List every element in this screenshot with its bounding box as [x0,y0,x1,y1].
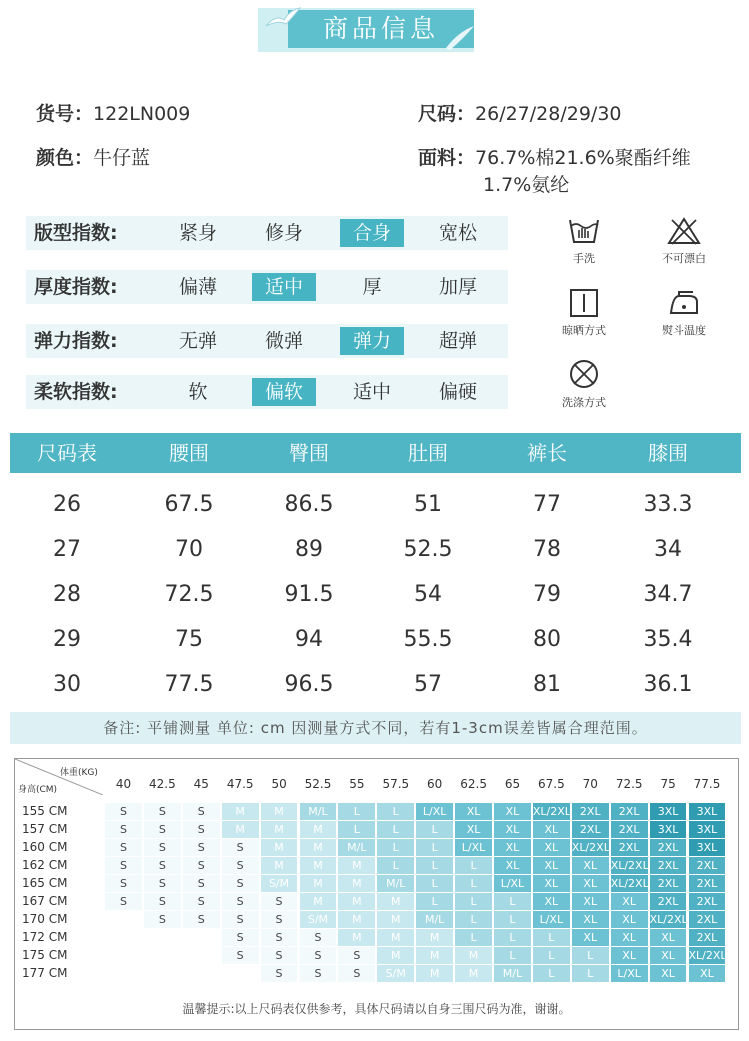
size-grid-cell: XL/2XL [649,913,688,926]
size-grid-cell: S [144,875,181,892]
size-grid-cell: 2XL [611,803,648,820]
fit-option: 偏薄 [178,276,217,298]
size-grid-cell: M [300,893,337,910]
size-grid-cell: S [261,911,298,928]
weight-label: 45 [193,777,209,791]
size-grid-cell: S [261,929,298,946]
size-grid-cell [105,947,142,964]
size-grid-cell: M [261,839,298,856]
size-table-cell: 35.4 [643,627,693,652]
weight-label: 57.5 [382,777,410,791]
size-table-cell: 78 [533,537,561,562]
size-grid-cell: XL [494,821,531,838]
height-label: 177 CM [22,966,68,980]
size-table-cell: 27 [53,537,81,562]
fit-option: 无弹 [178,330,217,352]
size-grid-cell: L [416,893,453,910]
size-grid-cell: L [494,947,531,964]
size-grid-cell: S [144,821,181,838]
size-grid-cell: L [533,947,570,964]
size-table-cell: 28 [53,582,81,607]
size-grid-cell: M [261,803,298,820]
fit-index-row [26,324,508,358]
weight-label: 67.5 [538,777,565,791]
fit-index-label: 厚度指数: [34,276,118,298]
size-grid-cell: S [300,947,337,964]
size-grid-cell: L/XL [455,839,492,856]
size-grid-cell: XL [455,821,492,838]
fit-option: 超弹 [438,330,477,352]
hand-wash-icon [567,216,601,246]
size-table-header-cell: 肚围 [408,441,448,465]
size-table-header-cell: 臀围 [289,441,329,465]
weight-label: 72.5 [615,777,643,791]
size-grid-cell: L [494,929,531,946]
item-number: 货号：122LN009 [36,103,191,125]
banner-title: 商品信息 [322,14,439,43]
line-dry-icon [567,288,601,318]
size-grid-cell [183,947,220,964]
size-grid-cell: L [416,821,453,838]
size-grid-cell: 3XL [650,803,687,820]
size-grid-cell: 2XL [611,839,648,856]
size-table-header-cell: 膝围 [648,441,688,465]
size-grid-cell: S [338,947,375,964]
size-grid-cell: M [261,857,298,874]
size-grid-cell: 2XL [689,875,726,892]
size-grid-cell: M [377,947,414,964]
height-label: 155 CM [22,804,68,818]
size-grid-cell: 2XL [572,803,609,820]
size-grid-cell: L [455,929,492,946]
size-grid-cell: XL [572,857,609,874]
size-grid-cell: XL [611,911,648,928]
size-grid-cell: 2XL [572,821,609,838]
size-grid-cell: L [572,965,609,982]
fit-option: 适中 [352,381,391,403]
size-grid-cell: 2XL [611,821,648,838]
weight-label: 50 [271,777,287,791]
size-grid-cell: M [338,857,375,874]
size-table-cell: 72.5 [164,582,214,607]
size-table-cell: 57 [414,672,442,697]
size-table-cell: 94 [295,627,323,652]
size-table-header-cell: 腰围 [169,441,209,465]
size-grid-cell: XL [650,965,687,982]
weight-label: 75 [660,777,676,791]
fit-option: 紧身 [178,222,217,244]
size-table-cell: 36.1 [643,672,693,697]
size-grid-cell: L/XL [611,965,648,982]
care-dry-clean: 洗涤方式 [549,358,619,410]
size-grid-cell [144,965,181,982]
size-table-cell: 26 [53,492,81,517]
weight-label: 65 [504,777,521,791]
size-grid-cell: M [338,929,375,946]
size-note: 备注: 平铺测量 单位: cm 因测量方式不同，若有1-3cm误差皆属合理范围。 [103,719,648,737]
size-grid-cell: L [377,857,414,874]
size-grid-cell: L [455,857,492,874]
size-grid-cell: M [455,965,492,982]
fabric-info: 面料：76.7%棉21.6%聚酯纤维 [418,147,691,169]
size-grid-cell: M [222,803,259,820]
size-grid-cell: M [300,857,337,874]
size-grid-cell: L [377,803,414,820]
size-grid-cell: S [183,911,220,928]
size-grid-cell: S [222,875,259,892]
size-grid-cell: XL [455,803,492,820]
size-grid-cell: M [455,947,492,964]
size-grid-cell: XL [494,839,531,856]
size-grid-cell: XL [533,821,570,838]
size-grid-cell: S [105,803,142,820]
footer-tip: 温馨提示:以上尺码表仅供参考，具体尺码请以自身三围尺码为准，谢谢。 [182,1002,571,1016]
size-grid-cell: S [105,893,142,910]
weight-axis-label: 体重(KG) [60,768,98,778]
size-table-cell: 86.5 [284,492,334,517]
size-grid-cell: 3XL [689,821,726,838]
care-iron: 熨斗温度 [649,288,719,338]
size-grid-cell [183,965,220,982]
fit-option-selected: 适中 [252,273,316,301]
size-grid-cell [105,911,142,928]
size-grid-cell: L [455,893,492,910]
size-grid-cell: S [105,821,142,838]
size-grid-cell: XL/2XL [688,949,727,962]
size-grid-cell: XL/2XL [532,805,571,818]
size-grid-cell: L [494,911,531,928]
size-grid-cell: S [222,839,259,856]
size-table-cell: 54 [414,582,442,607]
size-grid-cell: S [105,875,142,892]
size-grid-cell: L [533,965,570,982]
size-grid-cell: 2XL [650,875,687,892]
size-grid-cell: M [377,893,414,910]
size-grid-cell: 2XL [689,929,726,946]
size-grid-cell: XL [611,893,648,910]
size-table-cell: 67.5 [164,492,214,517]
fit-option: 微弹 [264,330,303,352]
size-grid-cell: S [144,893,181,910]
size-grid-cell [222,965,259,982]
fit-option: 软 [188,381,208,403]
fit-option: 偏硬 [438,381,477,403]
size-grid-cell: M [377,929,414,946]
size-grid-cell: S/M [261,875,298,892]
size-grid-cell [105,965,142,982]
size-grid-cell: XL [533,857,570,874]
care-hand-wash: 手洗 [549,216,619,266]
size-table-cell: 77 [533,492,561,517]
bird-icon [262,6,302,36]
fit-option: 修身 [264,222,303,244]
height-label: 162 CM [22,858,68,872]
color-info: 颜色：牛仔蓝 [36,147,151,169]
size-grid-cell: S [261,893,298,910]
size-grid-cell: L [338,803,375,820]
size-grid-cell: S [144,803,181,820]
size-grid-cell: 2XL [650,857,687,874]
size-grid-cell: S [183,839,220,856]
size-grid-cell: S [105,839,142,856]
size-grid-cell: M [338,911,375,928]
size-table-cell: 52.5 [403,537,453,562]
size-grid-cell: XL [689,965,726,982]
weight-label: 47.5 [226,777,254,791]
no-bleach-icon [667,216,701,246]
size-grid-cell: 2XL [689,857,726,874]
weight-label: 55 [349,777,365,791]
weight-label: 42.5 [149,777,176,791]
size-grid-cell: 2XL [689,893,726,910]
size-grid-cell: S [222,929,259,946]
size-grid-cell: L [416,875,453,892]
size-grid-cell: M [416,929,453,946]
fit-option-selected: 偏软 [252,378,316,406]
size-grid-cell: M [338,875,375,892]
size-grid-cell: M [377,911,414,928]
size-grid-cell: XL [533,875,570,892]
size-grid-cell [144,929,181,946]
size-grid-cell: M [300,839,337,856]
size-table-cell: 34.7 [643,582,693,607]
size-grid-cell: M [338,893,375,910]
size-grid-cell: M/L [300,803,337,820]
size-grid-cell: 3XL [650,821,687,838]
care-no-bleach: 不可漂白 [649,216,719,266]
size-grid-cell: S [338,965,375,982]
size-grid-cell: L [494,893,531,910]
height-label: 170 CM [22,912,68,926]
size-grid-cell: XL [572,929,609,946]
fit-index-label: 版型指数: [34,222,118,244]
size-grid-cell: S [300,929,337,946]
size-grid-cell: XL [494,803,531,820]
height-label: 160 CM [22,840,68,854]
size-grid-cell: 2XL [650,839,687,856]
size-grid-cell: S [183,803,220,820]
size-grid-cell: L/XL [416,803,453,820]
weight-label: 62.5 [460,777,487,791]
size-grid-cell: M [300,875,337,892]
size-table-cell: 51 [414,492,442,517]
fit-index-row [26,216,508,250]
fit-option-selected: 弹力 [340,327,404,355]
size-grid-cell: M/L [338,839,375,856]
size-grid-cell: L [377,821,414,838]
fit-option: 宽松 [438,222,477,244]
size-grid-cell: L [455,911,492,928]
size-grid-cell: XL [650,929,687,946]
size-grid-cell: 3XL [689,803,726,820]
size-grid-cell: L [533,929,570,946]
size-grid-cell: S [183,875,220,892]
size-table-header-cell: 裤长 [527,441,567,465]
size-grid-cell [105,929,142,946]
size-grid-cell: S/M [300,911,337,928]
care-line-dry: 晾晒方式 [549,288,619,338]
size-grid-cell: S [144,839,181,856]
size-grid-cell: M [261,821,298,838]
size-grid-cell: XL [572,875,609,892]
height-label: 175 CM [22,948,68,962]
size-grid-cell: L [572,947,609,964]
size-table-cell: 75 [175,627,203,652]
size-grid-cell: 3XL [689,839,726,856]
fabric-info-line2: 1.7%氨纶 [483,174,570,196]
size-grid-cell: 2XL [689,911,726,928]
size-grid-cell [144,947,181,964]
size-table-cell: 70 [175,537,203,562]
size-table-cell: 29 [53,627,81,652]
height-label: 172 CM [22,930,68,944]
size-grid-cell: S [144,857,181,874]
size-grid-cell: XL [611,929,648,946]
size-grid-cell: S [183,821,220,838]
size-grid-cell: S [105,857,142,874]
size-grid-cell: S [222,893,259,910]
fit-option: 加厚 [438,276,477,298]
weight-label: 77.5 [693,777,721,791]
size-grid-cell: S [222,857,259,874]
size-grid-cell: S [222,911,259,928]
height-label: 165 CM [22,876,68,890]
size-grid-cell: S [261,965,298,982]
size-table-cell: 34 [654,537,682,562]
fit-option: 厚 [362,276,382,298]
size-grid-cell: L [416,857,453,874]
size-grid-cell: XL [572,911,609,928]
size-grid-cell: S [144,911,181,928]
size-table-cell: 79 [533,582,561,607]
weight-label: 52.5 [304,777,332,791]
fit-index-row [26,270,508,304]
weight-label: 60 [427,777,443,791]
size-grid-cell: S [222,947,259,964]
size-grid-cell: XL [533,893,570,910]
fit-index-label: 弹力指数: [34,330,118,352]
feather-icon [440,22,476,52]
height-label: 157 CM [22,822,68,836]
size-table-cell: 55.5 [403,627,453,652]
size-grid-cell: S [183,857,220,874]
size-grid-cell: M/L [494,965,531,982]
size-table-cell: 30 [53,672,81,697]
weight-label: 70 [582,777,598,791]
size-table-header-cell: 尺码表 [37,441,97,465]
size-table-cell: 77.5 [164,672,214,697]
weight-label: 40 [115,777,132,791]
size-grid-cell: L [455,875,492,892]
size-grid-cell: S [183,893,220,910]
height-axis-label: 身高(CM) [18,785,58,795]
size-grid-cell: XL [533,839,570,856]
size-grid-cell: S [300,965,337,982]
size-grid-cell: 2XL [650,893,687,910]
size-grid-cell: M [416,947,453,964]
size-grid-cell: XL/2XL [610,877,649,890]
size-grid-cell: L [377,839,414,856]
size-grid-cell: XL [494,857,531,874]
size-grid-cell: XL/2XL [571,841,610,854]
size-grid-cell: M/L [377,875,414,892]
size-range: 尺码：26/27/28/29/30 [418,103,622,125]
size-grid-cell: L [338,821,375,838]
height-label: 167 CM [22,894,68,908]
size-table-cell: 96.5 [284,672,334,697]
size-grid-cell: XL [611,947,648,964]
size-grid-cell: XL [572,893,609,910]
size-grid-cell: M/L [416,911,453,928]
size-table-cell: 91.5 [284,582,334,607]
size-grid-cell: S/M [377,965,414,982]
size-grid-cell: M [300,821,337,838]
size-grid-cell: S [261,947,298,964]
size-grid-cell: M [222,821,259,838]
size-grid-cell: L/XL [533,911,570,928]
size-grid-cell: M [416,965,453,982]
size-grid-cell: L/XL [494,875,531,892]
iron-icon [667,288,701,318]
size-grid-cell: XL/2XL [610,859,649,872]
fit-option-selected: 合身 [340,219,404,247]
size-grid-cell [183,929,220,946]
size-table-cell: 89 [295,537,323,562]
fit-index-row [26,375,508,409]
no-dry-clean-icon [567,358,601,390]
fit-index-label: 柔软指数: [34,381,118,403]
size-table-cell: 33.3 [643,492,693,517]
size-grid-cell: L [416,839,453,856]
size-grid-cell: XL [650,947,687,964]
size-table-cell: 80 [533,627,561,652]
size-table-cell: 81 [533,672,561,697]
